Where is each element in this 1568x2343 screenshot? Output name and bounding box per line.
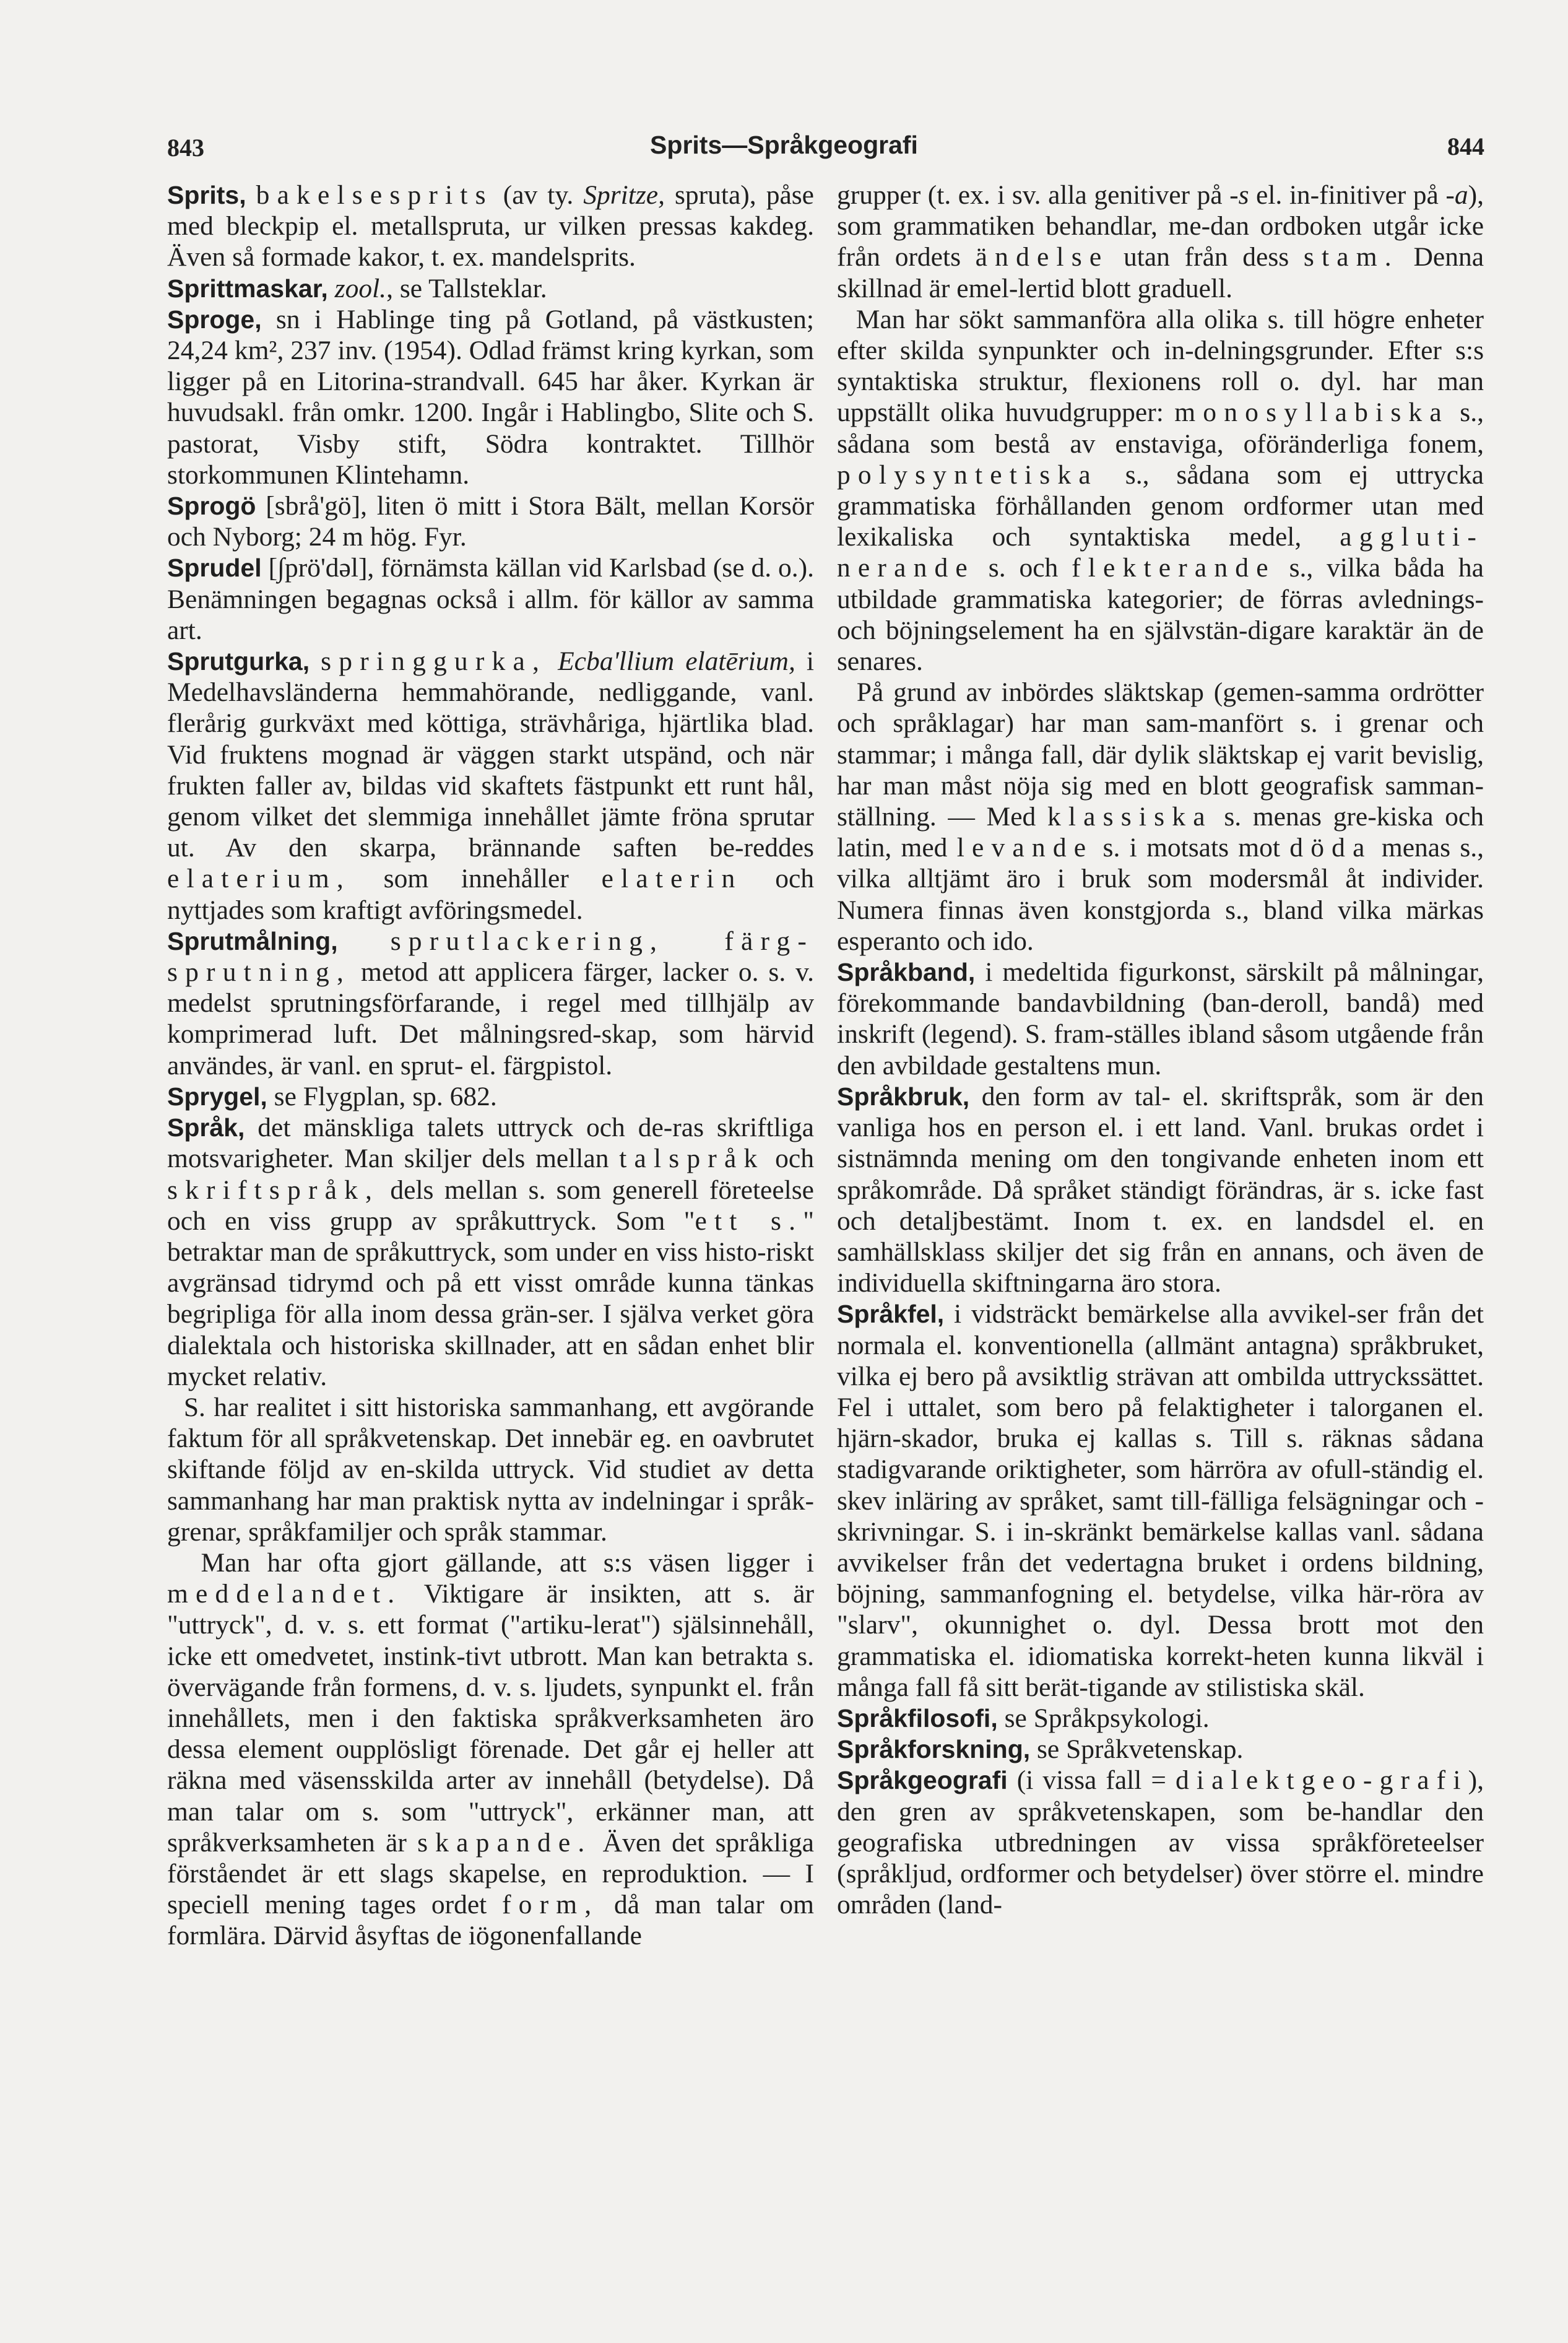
- entry-paragraph: Sprudel [∫prö'dəl], förnämsta källan vid Karlsbad (se d. o.). Benämningen begagnas också i allm. för källor av samma art.: [167, 553, 814, 645]
- entry-paragraph: Sprygel, se Flygplan, sp. 682.: [167, 1081, 497, 1111]
- page-header: [0, 127, 1568, 170]
- entry-paragraph: Sprutgurka, springgurka, Ecba'llium elatērium, i Medelhavsländerna hemmahörande, nedliggande, vanl. flerårig gurkväxt med köttiga, strävhåriga, hjärtlika blad. Vid fruktens mognad är väggen starkt utspänd, och när frukten faller av, bildas vid skaftets fästpunkt ett runt hål, genom vilket det slemmiga innehållet jämte fröna sprutar ut. Av den skarpa, brännande saften be-reddes elaterium, som innehåller elaterin och nyttjades som kraftigt avföringsmedel.: [167, 646, 814, 925]
- entry-paragraph: Sprogö [sbrå'gö], liten ö mitt i Stora Bält, mellan Korsör och Nyborg; 24 m hög. Fyr.: [167, 491, 814, 552]
- entry-paragraph: Språkfel, i vidsträckt bemärkelse alla avvikel-ser från det normala el. konventionella (allmänt antagna) språkbruket, vilka ej bero på avsiktlig strävan att ombilda uttryckssättet. Fel i uttalet, som bero på felaktigheter i talorganen el. hjärn-skador, bruka ej kallas s. Till s. räknas sådana stadigvarande oriktigheter, som härröra av ofull-ständig el. skev inläring av språket, samt till-fälliga felsägningar och -skrivningar. S. i in-skränkt bemärkelse kallas vanl. sådana avvikelser från det vedertagna bruket i ordens bildning, böjning, sammanfogning el. betydelse, vilka här-röra av "slarv", okunnighet o. dyl. Dessa brott mot den grammatiska el. idiomatiska korrekt-heten kunna likväl i många fall få sitt berät-tigande av stilistiska skäl.: [837, 1299, 1484, 1702]
- entry-paragraph: Språkband, i medeltida figurkonst, särskilt på målningar, förekommande bandavbildning (ban-deroll, bandå) med inskrift (legend). S. fram-ställes ibland såsom utgående från den avbildade gestaltens mun.: [837, 957, 1484, 1080]
- entry-paragraph: Sproge, sn i Hablinge ting på Gotland, på västkusten; 24,24 km², 237 inv. (1954). Odlad främst kring kyrkan, som ligger på en Litorina-strandvall. 645 har åker. Kyrkan är huvudsakl. från omkr. 1200. Ingår i Hablingbo, Slite och S. pastorat, Visby stift, Södra kontraktet. Tillhör storkommunen Klintehamn.: [167, 304, 814, 490]
- entry-paragraph: Språkfilosofi, se Språkpsykologi.: [837, 1703, 1210, 1733]
- entry-paragraph: Språkbruk, den form av tal- el. skriftspråk, som är den vanliga hos en person el. i ett land. Vanl. brukas ordet i sistnämnda mening om den tongivande enheten inom ett språkområde. Då språket ständigt förändras, är s. icke fast och detaljbestämt. Inom t. ex. en landsdel el. en samhällsklass skiljer det sig från en annans, och även de individuella skiftningarna äro stora.: [837, 1081, 1484, 1298]
- entry-paragraph: Man har ofta gjort gällande, att s:s väsen ligger i meddelandet. Viktigare är insikten, att s. är "uttryck", d. v. s. ett format ("artiku-lerat") själsinnehåll, icke ett omedvetet, instink-tivt utbrott. Man kan betrakta s. övervägande från formens, d. v. s. ljudets, synpunkt el. från innehållets, men i den faktiska språkverksamheten äro dessa element oupplösligt förenade. Det går ej heller att räkna med väsensskilda arter av innehåll (betydelse). Då man talar om s. som "uttryck", erkänner man, att språkverksamheten är skapande. Även det språkliga förståendet är ett slags skapelse, en reproduktion. — I speciell mening tages ordet form, då man talar om formlära. Därvid åsyftas de iögonenfallande: [167, 1547, 814, 1951]
- entry-paragraph: Man har sökt sammanföra alla olika s. till högre enheter efter skilda synpunkter och in-delningsgrunder. Efter s:s syntaktiska struktur, flexionens roll o. dyl. har man uppställt olika huvudgrupper: monosyllabiska s., sådana som bestå av enstaviga, oföränderliga fonem, polysyntetiska s., sådana som ej uttrycka grammatiska förhållanden genom ordformer utan med lexikaliska och syntaktiska medel, aggluti-nerande s. och flekterande s., vilka båda ha utbildade grammatiska kategorier; de förras avlednings- och böjningselement ha en självstän-digare karaktär än de senares.: [837, 304, 1484, 677]
- entry-paragraph: Sprits, bakelsesprits (av ty. Spritze, spruta), påse med bleckpip el. metallspruta, ur vilken pressas kakdeg. Även så formade kakor, t. ex. mandelsprits.: [167, 180, 814, 272]
- page-number-right: 844: [1447, 133, 1484, 160]
- entry-paragraph: Sprutmålning, sprutlackering, färg-sprutning, metod att applicera färger, lacker o. s. v. medelst sprutningsförfarande, i regel med tillhjälp av komprimerad luft. Det målningsred-skap, som härvid användes, är vanl. en sprut- el. färgpistol.: [167, 926, 815, 1080]
- entry-paragraph: Språkforskning, se Språkvetenskap.: [837, 1734, 1244, 1765]
- page-number-left: 843: [167, 134, 204, 162]
- left-column: [167, 180, 814, 1952]
- entry-paragraph: grupper (t. ex. i sv. alla genitiver på -s el. in-finitiver på -a), som grammatiken behandlar, me-dan ordboken utgår icke från ordets ändelse utan från dess stam. Denna skillnad är emel-lertid blott graduell.: [837, 180, 1484, 303]
- entry-paragraph: På grund av inbördes släktskap (gemen-samma ordrötter och språklagar) har man sam-manfört s. i grenar och stammar; i många fall, där dylik släktskap ej varit bevislig, har man måst nöja sig med en blott geografisk samman-ställning. — Med klassiska s. menas gre-kiska och latin, med levande s. i motsats mot döda menas s., vilka alltjämt äro i bruk som modersmål åt individer. Numera finnas även konstgjorda s., bland vilka märkas esperanto och ido.: [837, 677, 1484, 956]
- entry-paragraph: Språk, det mänskliga talets uttryck och de-ras skriftliga motsvarigheter. Man skiljer dels mellan talspråk och skriftspråk, dels mellan s. som generell företeelse och en viss grupp av språkuttryck. Som "ett s." betraktar man de språkuttryck, som under en viss histo-riskt avgränsad tidrymd och på ett visst område kunna tänkas begripliga för alla inom dessa grän-ser. I själva verket göra dialektala och historiska skillnader, att en sådan enhet blir mycket relativ.: [167, 1113, 814, 1391]
- right-column: [837, 180, 1484, 1920]
- entry-paragraph: S. har realitet i sitt historiska sammanhang, ett avgörande faktum för all språkvetenskap. Det innebär eg. en oavbrutet skiftande följd av en-skilda uttryck. Vid studiet av detta sammanhang har man praktisk nytta av indelningar i språk-grenar, språkfamiljer och språk stammar.: [167, 1392, 814, 1547]
- running-title: Sprits—Språkgeografi: [650, 131, 918, 159]
- entry-paragraph: Sprittmaskar, zool., se Tallsteklar.: [167, 273, 547, 303]
- entry-paragraph: Språkgeografi (i vissa fall = dialektgeo-grafi), den gren av språkvetenskapen, som be-handlar den geografiska utbredningen av vissa språkföreteelser (språkljud, ordformer och betydelser) över större el. mindre områden (land-: [837, 1765, 1484, 1920]
